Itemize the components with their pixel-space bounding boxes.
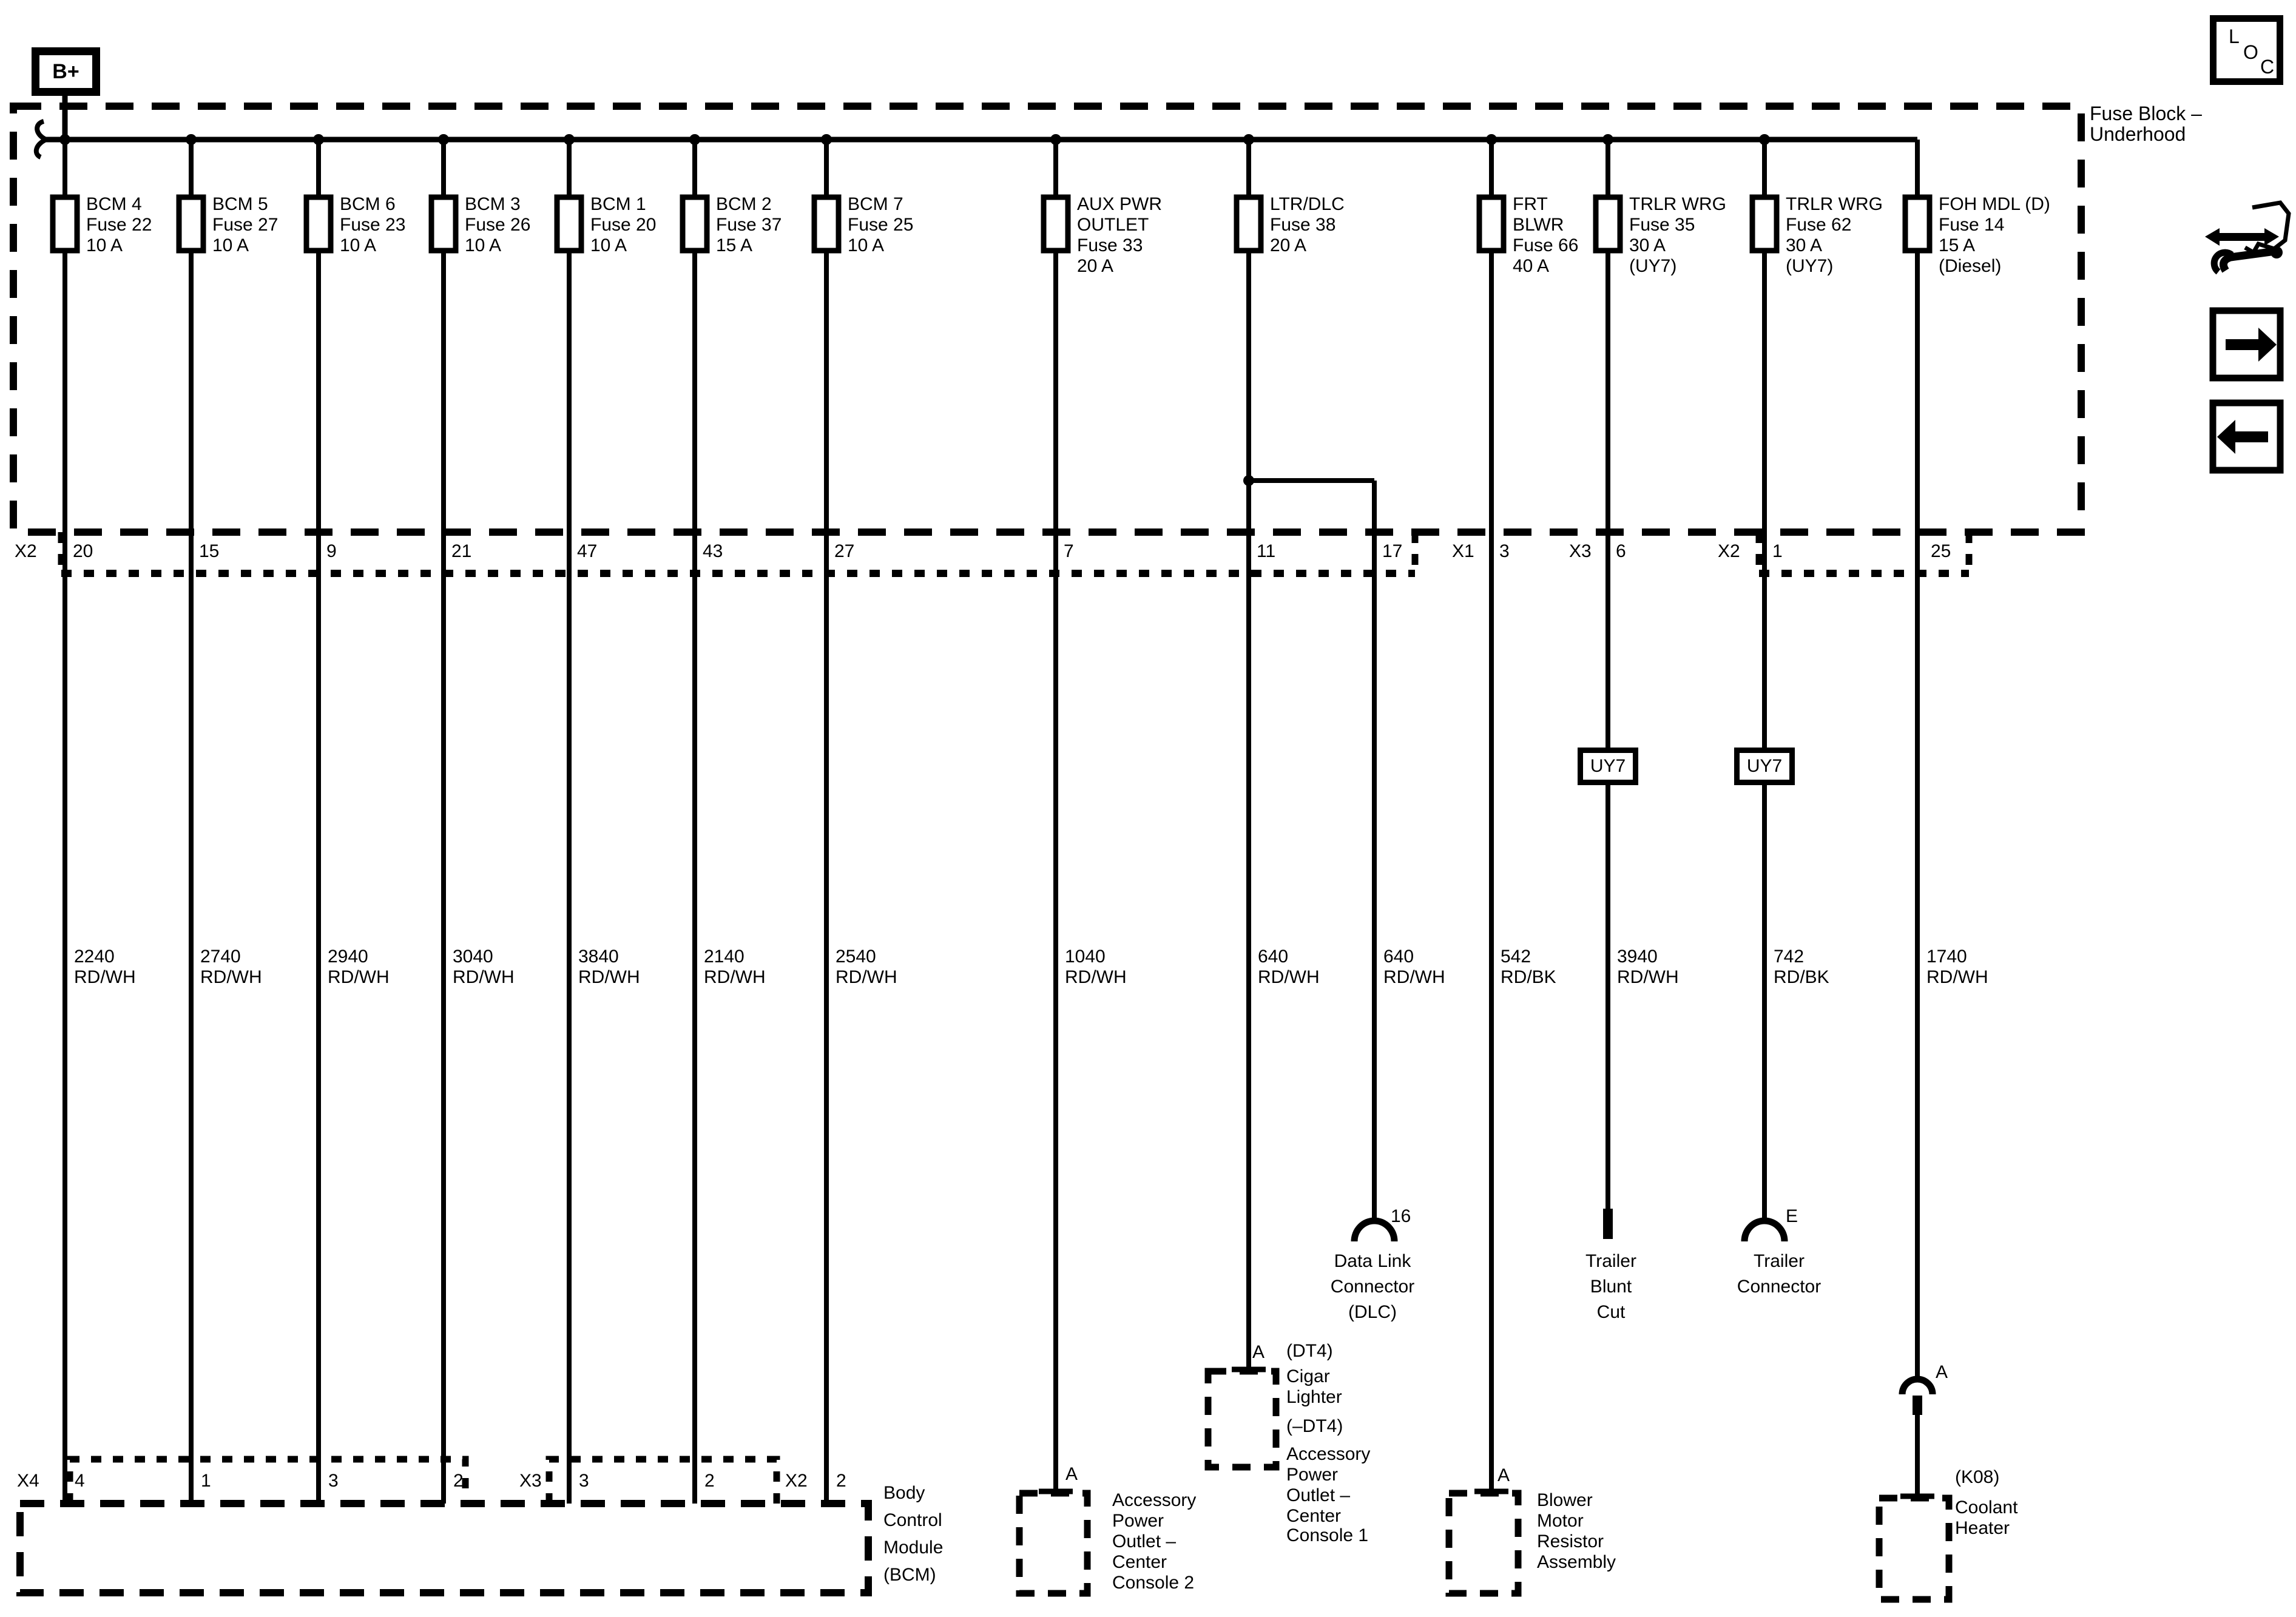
console2-dashed-box (1019, 1493, 1087, 1593)
bcm-dashed-box (20, 1504, 868, 1593)
connector-label-x2b: X2 (1718, 541, 1740, 561)
console2-label: Accessory (1112, 1490, 1197, 1510)
dlc-label: Data Link (1334, 1251, 1411, 1271)
fuse-block-title-line1: Fuse Block – (2090, 103, 2202, 124)
wire-color: RD/WH (74, 967, 136, 987)
wire-color: RD/WH (200, 967, 262, 987)
uy7-option-box-2: UY7 (1734, 748, 1795, 785)
fuse-label: BCM 7 (848, 194, 903, 214)
coolant-inline-terminal (1913, 1396, 1922, 1415)
bplus-power-tag: B+ (32, 47, 100, 96)
fuse-label: AUX PWR (1077, 194, 1163, 214)
pin-label: 2 (453, 1471, 464, 1491)
trailer-connector-arc (1744, 1221, 1784, 1241)
pin-label: 25 (1931, 541, 1951, 561)
fuse-icon-bcm5 (179, 197, 203, 251)
wire-color: RD/WH (704, 967, 766, 987)
fuse-label: BCM 2 (716, 194, 772, 214)
dlc-connector-arc (1354, 1221, 1394, 1241)
wire-id: 2240 (74, 947, 115, 967)
pin-label: 21 (451, 541, 472, 561)
fuse-icon-bcm7 (814, 197, 839, 251)
wire-id: 1740 (1926, 947, 1967, 967)
coolant-inline-connector-arc (1902, 1379, 1933, 1394)
pin-label: 11 (1257, 541, 1276, 561)
fuse-label: FOH MDL (D) (1939, 194, 2050, 214)
wire-id: 640 (1258, 947, 1289, 967)
cigar-dashed-box (1208, 1371, 1276, 1467)
dlc-branch-junction-dot (1243, 475, 1254, 486)
wire-id: 2740 (200, 947, 241, 967)
wiring-diagram-page: B+ Fuse Block – Underhood L O C BCM 4 Fuse 22 10 A BCM 5 Fuse 27 10 A BCM 6 Fuse 23 10 A BCM 3 Fuse 26 10 A BCM 1 Fuse 20 10 A BCM 2 Fuse 37 15 A BCM 7 Fuse 25 10 A AUX PWR OUTLET Fuse 33 20 A LTR/DLC Fuse 38 20 A FRT BLWR Fuse 66 40 A TRLR WRG Fuse 35 30 A (UY7) TRLR WRG Fuse 62 30 A (UY7) FOH MDL (D) Fuse 14 15 A (Diesel) X2 20 15 9 21 47 43 27 7 11 17 X1 3 X3 6 X2 1 25 2240 RD/WH 2740 RD/WH 2940 RD/WH 3040 RD/WH 3840 RD/WH 2140 RD/WH 2540 RD/WH 1040 RD/WH 640 RD/WH 640 RD/WH 542 RD/BK 3940 RD/WH 742 RD/BK 1740 RD/WH UY7 UY7 16 Data Link Connector (DLC) Trailer Blunt Cut E Trailer Connector X4 4 1 3 2 X3 3 2 X2 2 Body Control Module (BCM) A Accessory Power Outlet – Center Console 2 A (DT4) Cigar Lighter (–DT4) Accessory Power Outlet – Center Console 1 A Blower Motor Resistor Assembly A (K08) Coolant Heater (0, 0, 2296, 1617)
circuit-wires (65, 140, 1917, 1504)
pin-label: 15 (199, 541, 220, 561)
fuse-block-title-line2: Underhood (2090, 123, 2186, 145)
fuse-icon-bcm3 (431, 197, 456, 251)
wire-id: 3040 (453, 947, 493, 967)
wire-color: RD/WH (453, 967, 515, 987)
fuse-label: TRLR WRG (1786, 194, 1883, 214)
fuse-icon-bcm4 (53, 197, 77, 251)
fuse-icon-ltr (1237, 197, 1261, 251)
fuse-label: TRLR WRG (1629, 194, 1726, 214)
pin-label: 1 (201, 1471, 211, 1491)
pin-label: 9 (326, 541, 337, 561)
trailer-connector-label: Trailer (1754, 1251, 1805, 1271)
pin-label: 27 (834, 541, 855, 561)
loc-letter-c: C (2260, 56, 2275, 78)
connector-label-x3: X3 (1569, 541, 1592, 561)
coolant-dashed-box (1879, 1498, 1949, 1599)
wrench-arrows-icon (2205, 203, 2289, 272)
pin-label: 2 (836, 1471, 846, 1491)
dlc-pin-16: 16 (1391, 1206, 1411, 1226)
fuse-label: BCM 4 (86, 194, 142, 214)
fuse-label: LTR/DLC (1270, 194, 1345, 214)
coolant-label: (K08) (1955, 1467, 2000, 1487)
fuse-icon-trlr35 (1596, 197, 1620, 251)
wire-color: RD/WH (578, 967, 640, 987)
connector-label-x3b: X3 (519, 1471, 542, 1491)
cigar-terminal-a: A (1252, 1342, 1265, 1362)
trailer-blunt-cut-label: Trailer (1585, 1251, 1636, 1271)
wire-color: RD/BK (1501, 967, 1556, 987)
loc-letter-o: O (2243, 41, 2258, 63)
connector-label-x4: X4 (17, 1471, 39, 1491)
trailer-pin-e: E (1786, 1206, 1798, 1226)
pin-label: 2 (704, 1471, 715, 1491)
connector-pin-boxes (61, 532, 1969, 573)
fuse-icon-frt (1479, 197, 1504, 251)
coolant-terminal-a: A (1936, 1362, 1948, 1382)
wire-color: RD/WH (836, 967, 897, 987)
pin-label: 7 (1064, 541, 1074, 561)
blower-label: Blower (1537, 1490, 1593, 1510)
connector-label-x2c: X2 (785, 1471, 808, 1491)
fuse-block-dashed-border (13, 106, 2081, 532)
pin-label: 4 (75, 1471, 85, 1491)
wire-id: 2940 (328, 947, 368, 967)
wire-color: RD/WH (1258, 967, 1320, 987)
wire-color: RD/WH (1065, 967, 1127, 987)
pin-label: 3 (579, 1471, 589, 1491)
uy7-option-box-1: UY7 (1578, 748, 1638, 785)
connector-label-x1: X1 (1452, 541, 1474, 561)
loc-letter-l: L (2229, 25, 2240, 47)
bcm-connector-boxes (70, 1459, 777, 1504)
fuse-icon-foh (1905, 197, 1930, 251)
cigar-label: (DT4) (1286, 1341, 1333, 1361)
fuse-icon-bcm2 (683, 197, 707, 251)
wire-id: 1040 (1065, 947, 1106, 967)
pin-label: 3 (1499, 541, 1510, 561)
wire-id: 542 (1501, 947, 1531, 967)
pin-label: 3 (328, 1471, 339, 1491)
fuse-icon-aux (1044, 197, 1068, 251)
blower-terminal-a: A (1497, 1465, 1510, 1485)
console2-terminal-a: A (1065, 1464, 1078, 1484)
wire-color: RD/WH (1617, 967, 1679, 987)
fuse-icon-bcm1 (557, 197, 581, 251)
connector-label-x2: X2 (15, 541, 37, 561)
blower-dashed-box (1449, 1493, 1518, 1593)
wire-id: 3840 (578, 947, 619, 967)
bcm-label: Body (883, 1483, 925, 1503)
fuse-icon-trlr62 (1752, 197, 1777, 251)
pin-label: 1 (1772, 541, 1783, 561)
fuse-icon-bcm6 (306, 197, 331, 251)
wire-id: 742 (1774, 947, 1805, 967)
pin-label: 47 (577, 541, 598, 561)
wire-id: 2540 (836, 947, 876, 967)
next-page-icon[interactable] (2213, 311, 2280, 378)
fuse-label: FRT (1513, 194, 1548, 214)
fuse-label: BCM 6 (340, 194, 396, 214)
fuse-label: BCM 1 (590, 194, 646, 214)
prev-page-icon[interactable] (2213, 403, 2280, 470)
pin-label: 6 (1616, 541, 1626, 561)
wire-id: 3940 (1617, 947, 1658, 967)
fuse-label: BCM 3 (465, 194, 521, 214)
terminal-ticks (1039, 1369, 1934, 1496)
blunt-cut-tip (1603, 1209, 1613, 1239)
wire-color: RD/WH (1926, 967, 1988, 987)
fuse-label: BCM 5 (212, 194, 268, 214)
pin-label: 20 (73, 541, 93, 561)
wire-id: 2140 (704, 947, 745, 967)
pin-label: 17 (1382, 541, 1403, 561)
wire-color: RD/BK (1774, 967, 1829, 987)
wire-id: 640 (1383, 947, 1414, 967)
wire-color: RD/WH (328, 967, 390, 987)
pin-label: 43 (703, 541, 723, 561)
wire-color: RD/WH (1383, 967, 1445, 987)
loc-reference-icon[interactable] (2210, 15, 2283, 85)
